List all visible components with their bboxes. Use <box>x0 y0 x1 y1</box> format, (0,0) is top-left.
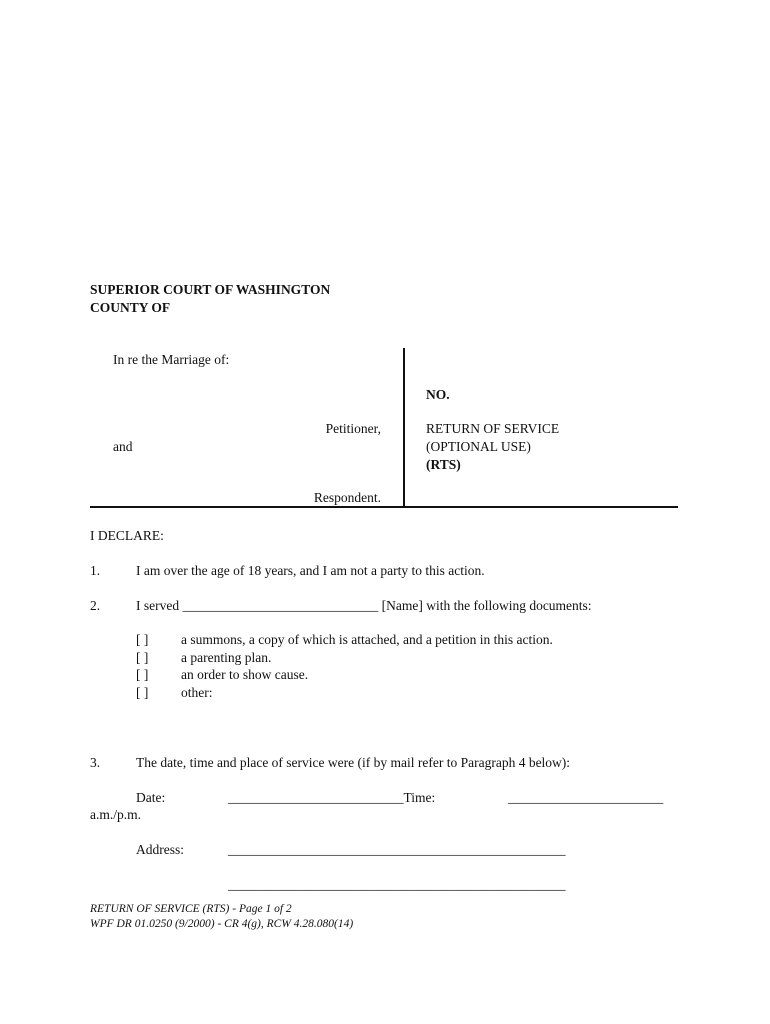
item-2-text: I served _____________________________ [Name] with the following documents: <box>136 598 592 613</box>
checkbox-other[interactable]: [ ] <box>136 685 149 700</box>
footer-form-reference: WPF DR 01.0250 (9/2000) - CR 4(g), RCW 4.28.080(14) <box>90 918 354 930</box>
document-title-line2: (OPTIONAL USE) <box>426 439 531 454</box>
item-3-text: The date, time and place of service were (if by mail refer to Paragraph 4 below): <box>136 755 571 770</box>
doc-item-other: other: <box>181 685 213 700</box>
footer-page-info: RETURN OF SERVICE (RTS) - Page 1 of 2 <box>90 903 292 915</box>
case-number-label: NO. <box>426 387 450 402</box>
in-re-label: In re the Marriage of: <box>113 352 230 367</box>
and-label: and <box>113 439 133 454</box>
date-label: Date: <box>136 790 166 805</box>
caption-vertical-divider <box>403 348 405 508</box>
checkbox-parenting-plan[interactable]: [ ] <box>136 650 149 665</box>
doc-item-summons: a summons, a copy of which is attached, and a petition in this action. <box>181 632 553 647</box>
item-1-text: I am over the age of 18 years, and I am not a party to this action. <box>136 563 485 578</box>
caption-horizontal-divider <box>90 506 678 508</box>
item-2-number: 2. <box>90 598 101 613</box>
item-3-number: 3. <box>90 755 101 770</box>
county-label: COUNTY OF <box>90 300 171 315</box>
doc-item-parenting-plan: a parenting plan. <box>181 650 272 665</box>
document-title-line1: RETURN OF SERVICE <box>426 421 560 436</box>
date-field[interactable]: __________________________Time: <box>228 790 436 805</box>
time-field[interactable]: _______________________ <box>508 790 664 805</box>
court-name: SUPERIOR COURT OF WASHINGTON <box>90 282 331 297</box>
am-pm-label: a.m./p.m. <box>90 807 141 822</box>
respondent-label: Respondent. <box>313 490 381 505</box>
checkbox-summons[interactable]: [ ] <box>136 632 149 647</box>
document-title-line3: (RTS) <box>426 457 461 472</box>
doc-item-order-to-show-cause: an order to show cause. <box>181 667 309 682</box>
petitioner-label: Petitioner, <box>325 421 381 436</box>
address-field-line2[interactable]: __________________________________________________ <box>228 877 566 892</box>
address-label: Address: <box>136 842 184 857</box>
item-1-number: 1. <box>90 563 101 578</box>
address-field-line1[interactable]: __________________________________________________ <box>228 842 566 857</box>
declare-heading: I DECLARE: <box>90 528 164 543</box>
checkbox-order-to-show-cause[interactable]: [ ] <box>136 667 149 682</box>
